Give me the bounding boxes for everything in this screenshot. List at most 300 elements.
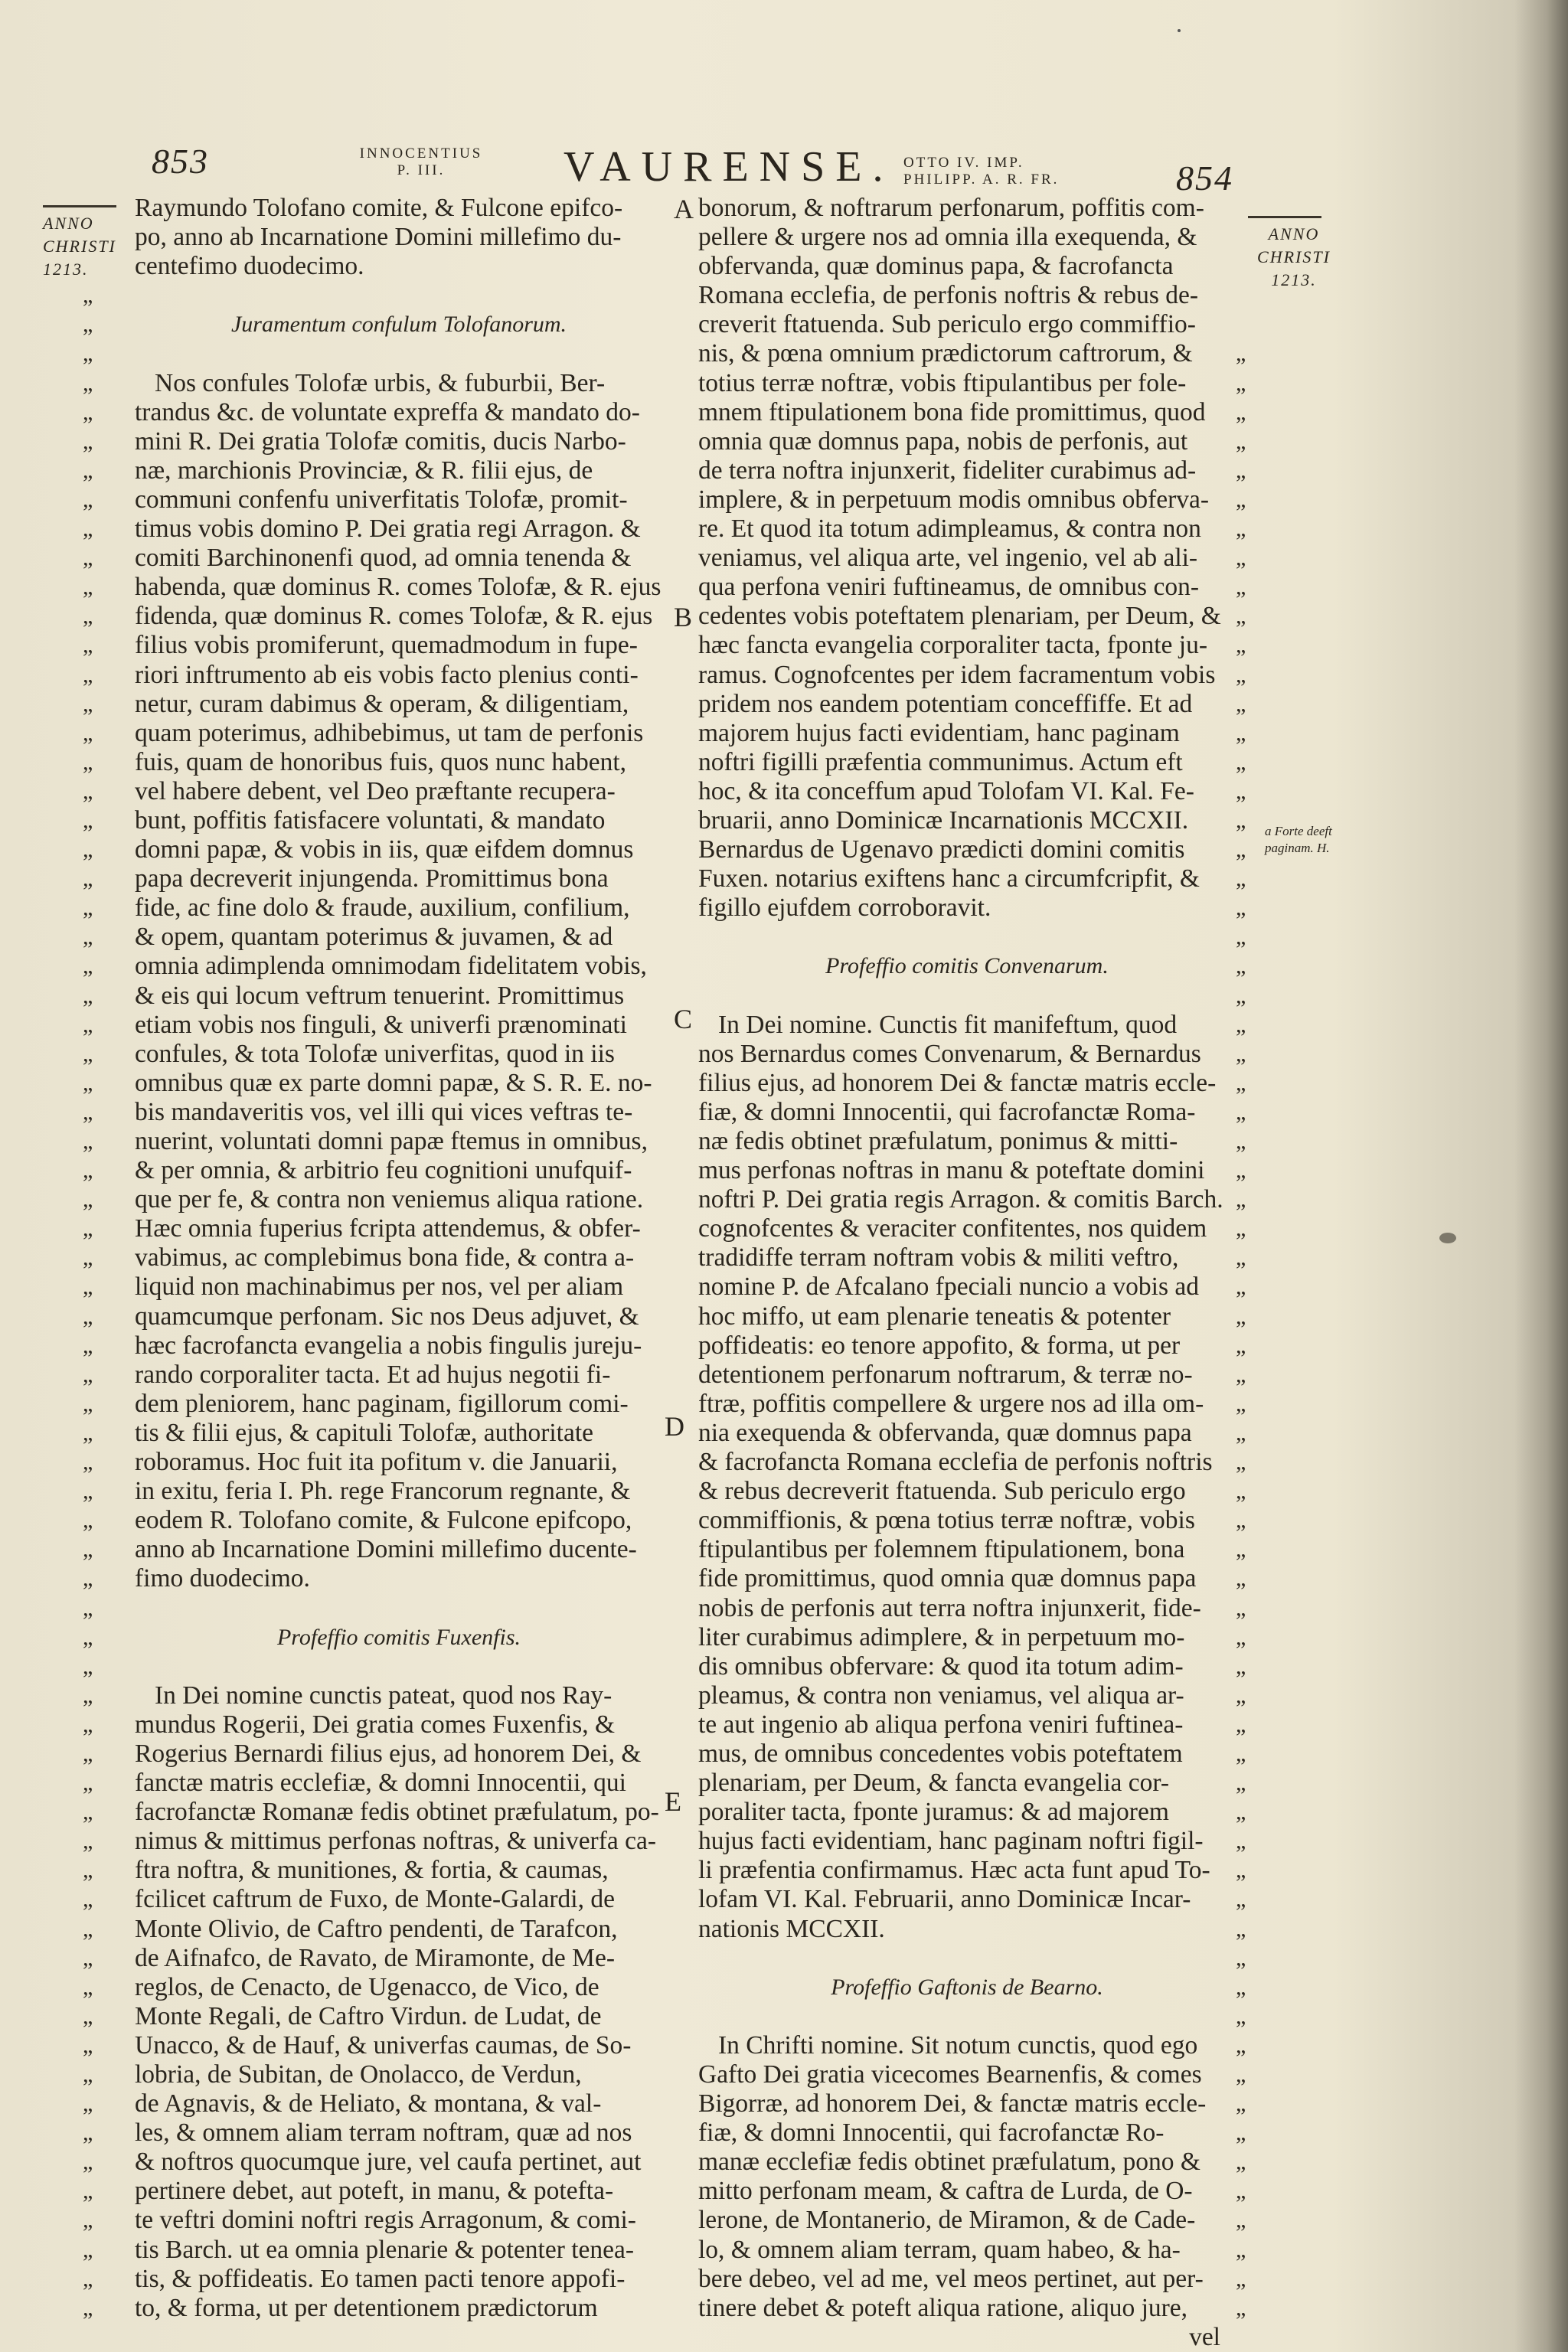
- quote-mark: „: [1236, 953, 1246, 979]
- text-line: In Chrifti nomine. Sit notum cunctis, quod ego: [718, 2030, 1198, 2060]
- text-line: cognofcentes & veraciter confitentes, nos quidem: [698, 1214, 1207, 1243]
- text-line: fiæ, & domni Innocentii, qui facrofanctæ Ro-: [698, 2118, 1165, 2148]
- quote-mark: „: [83, 1711, 93, 1737]
- margin-year-line: ANNO: [43, 214, 94, 233]
- text-line: hæc fancta evangelia corporaliter tacta, fponte ju-: [698, 631, 1208, 660]
- quote-mark: „: [1236, 924, 1246, 950]
- text-line: Unacco, & de Hauf, & univerfas caumas, de So-: [135, 2030, 632, 2060]
- quote-mark: „: [83, 1449, 93, 1475]
- quote-mark: „: [1236, 2207, 1246, 2233]
- quote-mark: „: [1236, 1011, 1246, 1037]
- text-line: & noftros quocumque jure, vel caufa pertinet, aut: [135, 2148, 642, 2177]
- quote-marks-left: [83, 194, 113, 2323]
- text-line: fcilicet caftrum de Fuxo, de Monte-Galardi, de: [135, 1885, 615, 1914]
- text-line: figillo ejufdem corroboravit.: [698, 893, 991, 923]
- quote-mark: „: [83, 1129, 93, 1154]
- text-line: fide, ac fine dolo & fraude, auxilium, confilium,: [135, 893, 630, 923]
- ink-smudge: [1439, 1233, 1456, 1243]
- quote-mark: [83, 194, 113, 223]
- quote-mark: „: [83, 341, 93, 367]
- quote-mark: „: [83, 2236, 93, 2262]
- quote-mark: „: [83, 428, 93, 454]
- quote-mark: „: [83, 516, 93, 542]
- section-heading: Profeffio comitis Fuxenfis.: [276, 1624, 521, 1650]
- quote-mark: „: [83, 545, 93, 571]
- quote-mark: „: [1236, 2149, 1246, 2175]
- quote-mark: „: [1236, 1187, 1246, 1213]
- text-line: pridem nos eandem potentiam conceffiffe. Et ad: [698, 689, 1193, 718]
- text-line: tinere debet & poteft aliqua ratione, aliquo jure,: [698, 2293, 1188, 2322]
- text-line: Romana ecclefia, de perfonis noftris & rebus de-: [698, 281, 1199, 310]
- quote-mark: „: [1236, 486, 1246, 512]
- quote-mark: „: [1236, 1070, 1246, 1096]
- quote-mark: „: [1236, 1040, 1246, 1067]
- quote-mark: „: [83, 982, 93, 1008]
- quote-mark: „: [1236, 1653, 1246, 1679]
- text-line: lerone, de Montanerio, de Miramon, & de Cade-: [698, 2206, 1196, 2235]
- quote-mark: [1236, 252, 1266, 281]
- quote-mark: „: [83, 2003, 93, 2029]
- quote-mark: „: [83, 1537, 93, 1563]
- quote-mark: „: [83, 1857, 93, 1883]
- quote-mark: „: [83, 574, 93, 600]
- text-line: creverit ftatuenda. Sub periculo ergo commiffio-: [698, 310, 1196, 339]
- quote-mark: „: [1236, 807, 1246, 833]
- quote-mark: „: [83, 1245, 93, 1271]
- quote-mark: „: [1236, 1129, 1246, 1154]
- quote-mark: „: [83, 457, 93, 483]
- text-line: nia exequenda & obfervanda, quæ domnus papa: [698, 1418, 1192, 1447]
- quote-mark: „: [1236, 778, 1246, 804]
- quote-mark: „: [1236, 1099, 1246, 1125]
- text-line: filius ejus, ad honorem Dei & fanctæ matris eccle-: [698, 1068, 1217, 1097]
- text-line: po, anno ab Incarnatione Domini millefimo du-: [135, 223, 622, 252]
- left-text-column: [135, 194, 663, 2323]
- text-line: cedentes vobis poteftatem plenariam, per Deum, &: [698, 602, 1221, 631]
- quote-mark: „: [83, 1070, 93, 1096]
- text-line: vabimus, ac complebimus bona fide, & contra a-: [135, 1243, 635, 1272]
- text-line: bunt, poffitis fatisfacere voluntati, & mandato: [135, 805, 606, 835]
- quote-mark: „: [1236, 1711, 1246, 1737]
- quote-mark: „: [83, 1216, 93, 1242]
- text-line: bis mandaveritis vos, vel illi qui vices veftras te-: [135, 1097, 633, 1126]
- text-line: In Dei nomine. Cunctis fit manifeftum, quod: [718, 1010, 1178, 1039]
- quote-mark: „: [1236, 1770, 1246, 1796]
- text-line: Bigorræ, ad honorem Dei, & fanctæ matris eccle-: [698, 2089, 1207, 2118]
- text-line: hoc, & ita conceffum apud Tolofam VI. Kal. Fe-: [698, 776, 1194, 805]
- quote-mark: „: [1236, 2003, 1246, 2029]
- text-line: majorem hujus facti evidentiam, hanc paginam: [698, 718, 1180, 747]
- quote-mark: „: [1236, 2032, 1246, 2058]
- text-line: les, & omnem aliam terram noftram, quæ ad nos: [135, 2118, 632, 2148]
- text-line: mundus Rogerii, Dei gratia comes Fuxenfis, &: [135, 1710, 616, 1739]
- quote-mark: „: [83, 807, 93, 833]
- quote-mark: „: [1236, 691, 1246, 717]
- quote-mark: „: [1236, 895, 1246, 921]
- text-line: nis, & pœna omnium prædictorum caftrorum, &: [698, 339, 1193, 368]
- quote-mark: [1236, 281, 1266, 310]
- quote-mark: „: [83, 399, 93, 425]
- quote-mark: „: [1236, 749, 1246, 775]
- text-line: riori inftrumento ab eis vobis facto plenius conti-: [135, 660, 639, 689]
- quote-mark: „: [1236, 457, 1246, 483]
- quote-mark: „: [83, 1770, 93, 1796]
- section-heading: Juramentum confulum Tolofanorum.: [230, 312, 567, 338]
- quote-mark: „: [83, 720, 93, 746]
- text-line: quamcumque perfonam. Sic nos Deus adjuvet, &: [135, 1302, 639, 1331]
- quote-mark: „: [83, 691, 93, 717]
- text-line: liquid non machinabimus per nos, vel per aliam: [135, 1272, 624, 1302]
- quote-mark: „: [1236, 428, 1246, 454]
- text-line: trandus &c. de voluntate expreffa & mandato do-: [135, 397, 640, 426]
- quote-mark: „: [1236, 370, 1246, 396]
- quote-mark: „: [1236, 1828, 1246, 1854]
- text-line: Fuxen. notarius exiftens hanc a circumfcripfit, &: [698, 864, 1200, 893]
- quote-mark: „: [83, 662, 93, 688]
- text-line: pleamus, & contra non veniamus, vel aliqua ar-: [698, 1681, 1184, 1710]
- text-line: lo, & omnem aliam terram, quam habeo, & ha-: [698, 2235, 1181, 2264]
- quote-mark: „: [83, 1274, 93, 1300]
- quote-mark: „: [83, 1361, 93, 1387]
- quote-mark: [83, 252, 113, 281]
- text-line: nomine P. de Afcalano fpeciali nuncio a vobis ad: [698, 1272, 1200, 1302]
- left-page-number: 853: [152, 142, 209, 181]
- quote-mark: „: [1236, 1566, 1246, 1592]
- text-line: hæc facrofancta evangelia a nobis fingulis jureju-: [135, 1331, 642, 1360]
- text-line: ftræ, poffitis compellere & urgere nos ad illa om-: [698, 1389, 1204, 1418]
- text-line: li præfentia confirmamus. Hæc acta funt apud To-: [698, 1856, 1210, 1885]
- quote-mark: „: [1236, 1916, 1246, 1942]
- quote-mark: „: [1236, 2120, 1246, 2146]
- text-line: commiffionis, & pœna totius terræ noftræ, vobis: [698, 1506, 1195, 1535]
- quote-mark: „: [83, 953, 93, 979]
- quote-mark: „: [83, 1828, 93, 1854]
- section-letter-b: B: [674, 602, 693, 632]
- quote-mark: „: [83, 1799, 93, 1825]
- text-line: Hæc omnia fuperius fcripta attendemus, & obfer-: [135, 1214, 641, 1243]
- text-line: manæ ecclefiæ fedis obtinet præfulatum, pono &: [698, 2148, 1200, 2177]
- quote-mark: „: [1236, 1799, 1246, 1825]
- quote-mark: „: [83, 1653, 93, 1679]
- quote-mark: „: [83, 632, 93, 658]
- quote-mark: „: [1236, 866, 1246, 892]
- quote-mark: „: [1236, 1537, 1246, 1563]
- text-line: Bernardus de Ugenavo prædicti domini comitis: [698, 835, 1185, 864]
- quote-mark: „: [1236, 1478, 1246, 1504]
- quote-mark: „: [1236, 2265, 1246, 2292]
- quote-mark: „: [1236, 516, 1246, 542]
- text-line: poraliter tacta, fponte juramus: & ad majorem: [698, 1798, 1169, 1827]
- text-line: omnibus quæ ex parte domni papæ, & S. R. E. no-: [135, 1068, 652, 1097]
- quote-mark: „: [1236, 720, 1246, 746]
- text-line: [135, 339, 663, 368]
- quote-mark: „: [83, 924, 93, 950]
- text-line: filius vobis promiferunt, quemadmodum in fupe-: [135, 631, 638, 660]
- quote-mark: „: [1236, 632, 1246, 658]
- text-line: roboramus. Hoc fuit ita pofitum v. die Januarii,: [135, 1448, 618, 1477]
- text-line: papa decreverit injungenda. Promittimus bona: [135, 864, 609, 893]
- text-line: ftipulantibus per folemnem ftipulationem, bona: [698, 1535, 1185, 1564]
- quote-mark: „: [83, 486, 93, 512]
- text-line: vel habere debent, vel Deo præftante recupera-: [135, 776, 616, 805]
- quote-mark: „: [83, 370, 93, 396]
- quote-mark: „: [1236, 574, 1246, 600]
- left-running-head: [337, 145, 505, 179]
- text-line: Rogerius Bernardi filius ejus, ad honorem Dei, &: [135, 1739, 642, 1768]
- text-line: nationis MCCXII.: [698, 1914, 885, 1943]
- text-line: [698, 2002, 1236, 2031]
- text-line: mus perfonas noftras in manu & poteftate domini: [698, 1156, 1205, 1185]
- right-page-number: 854: [1176, 158, 1233, 198]
- text-line: & eis qui locum veftrum tenuerint. Promittimus: [135, 981, 625, 1010]
- text-line: obfervanda, quæ dominus papa, & facrofancta: [698, 252, 1174, 281]
- section-heading: Profeffio Gaftonis de Bearno.: [831, 1974, 1103, 2000]
- quote-mark: „: [1236, 1682, 1246, 1708]
- quote-mark: „: [83, 2091, 93, 2117]
- quote-mark: „: [83, 1508, 93, 1534]
- quote-mark: „: [83, 1419, 93, 1446]
- text-line: bonorum, & noftrarum perfonarum, poffitis com-: [698, 194, 1204, 222]
- text-line: lobria, de Subitan, de Onolacco, de Verdun,: [135, 2060, 582, 2089]
- text-line: næ fedis obtinet præfulatum, ponimus & mitti-: [698, 1127, 1178, 1155]
- text-line: totius terræ noftræ, vobis ftipulantibus per fole-: [698, 368, 1187, 397]
- text-line: & per omnia, & arbitrio feu cognitioni unufquif-: [135, 1156, 632, 1185]
- quote-mark: „: [83, 1682, 93, 1708]
- text-line: etiam vobis nos finguli, & univerfi prænominati: [135, 1010, 627, 1039]
- quote-mark: „: [83, 1478, 93, 1504]
- text-line: fanctæ matris ecclefiæ, & domni Innocentii, qui: [135, 1769, 626, 1798]
- quote-mark: „: [1236, 982, 1246, 1008]
- running-head-line: INNOCENTIUS: [359, 145, 483, 162]
- text-line: lofam VI. Kal. Februarii, anno Dominicæ Incar-: [698, 1885, 1191, 1914]
- text-line: de Aifnafco, de Ravato, de Miramonte, de Me-: [135, 1943, 615, 1972]
- text-line: noftri figilli præfentia communimus. Actum eft: [698, 747, 1183, 776]
- text-line: timus vobis domino P. Dei gratia regi Arragon. &: [135, 514, 641, 544]
- text-line: communi confenfu univerfitatis Tolofæ, promit-: [135, 485, 628, 514]
- quote-mark: „: [83, 2178, 93, 2204]
- quote-mark: „: [83, 2120, 93, 2146]
- quote-mark: „: [83, 1886, 93, 1913]
- ink-speck: [1178, 29, 1181, 32]
- text-line: quam poterimus, adhibebimus, ut tam de perfonis: [135, 718, 644, 747]
- text-line: nos Bernardus comes Convenarum, & Bernardus: [698, 1039, 1201, 1068]
- text-line: fide promittimus, quod omnia quæ domnus papa: [698, 1564, 1197, 1593]
- section-letter-a: A: [674, 194, 694, 224]
- text-line: plenariam, per Deum, & fancta evangelia cor-: [698, 1769, 1170, 1798]
- text-line: dem pleniorem, hanc paginam, figillorum comi-: [135, 1389, 629, 1418]
- quote-mark: [1236, 194, 1266, 223]
- text-line: dis omnibus obfervare: & quod ita totum adim-: [698, 1651, 1184, 1681]
- quote-mark: „: [1236, 2236, 1246, 2262]
- running-head-line: PHILIPP. A. R. FR.: [903, 172, 1060, 188]
- quote-mark: „: [83, 1011, 93, 1037]
- quote-mark: „: [83, 1916, 93, 1942]
- text-line: Gafto Dei gratia vicecomes Bearnenfis, & comes: [698, 2060, 1202, 2089]
- quote-mark: „: [1236, 1274, 1246, 1300]
- text-line: de Agnavis, & de Heliato, & montana, & val-: [135, 2089, 602, 2118]
- text-line: detentionem perfonarum noftrarum, & terræ no-: [698, 1360, 1193, 1389]
- text-line: noftri P. Dei gratia regis Arragon. & comitis Barch.: [698, 1185, 1223, 1214]
- quote-mark: „: [83, 1974, 93, 2000]
- quote-mark: „: [83, 1595, 93, 1621]
- quote-mark: „: [1236, 341, 1246, 367]
- text-line: Raymundo Tolofano comite, & Fulcone epifco-: [135, 194, 623, 222]
- text-line: fidenda, quæ dominus R. comes Tolofæ, & R. ejus: [135, 602, 653, 631]
- text-line: nuerint, voluntati domni papæ ftemus in omnibus,: [135, 1127, 648, 1155]
- quote-mark: „: [83, 1945, 93, 1971]
- text-line: Monte Regali, de Caftro Virdun. de Ludat, de: [135, 2001, 602, 2030]
- text-line: de terra noftra injunxerit, fideliter curabimus ad-: [698, 456, 1197, 485]
- text-line: eodem R. Tolofano comite, & Fulcone epifcopo,: [135, 1506, 632, 1535]
- text-line: omnia adimplenda omnimodam fidelitatem vobis,: [135, 952, 647, 981]
- text-line: tis & filii ejus, & capituli Tolofæ, authoritate: [135, 1418, 594, 1447]
- quote-mark: „: [1236, 662, 1246, 688]
- quote-mark: „: [83, 1332, 93, 1358]
- quote-mark: „: [1236, 1857, 1246, 1883]
- text-line: poffideatis: eo tenore appofito, & forma, ut per: [698, 1331, 1181, 1360]
- quote-mark: [1236, 223, 1266, 252]
- quote-mark: [83, 223, 113, 252]
- text-line: vel: [1189, 2322, 1220, 2351]
- text-line: mitto perfonam meam, & caftra de Lurda, de O-: [698, 2177, 1193, 2206]
- quote-mark: „: [83, 866, 93, 892]
- text-line: domni papæ, & vobis in iis, quæ eifdem domnus: [135, 835, 634, 864]
- text-line: rando corporaliter tacta. Et ad hujus negotii fi-: [135, 1360, 611, 1389]
- text-line: te veftri domini noftri regis Arragonum, & comi-: [135, 2206, 636, 2235]
- section-letter-d: D: [665, 1411, 684, 1442]
- running-head-line: OTTO IV. IMP.: [903, 155, 1024, 171]
- side-note: a Forte deeft paginam. H.: [1265, 824, 1332, 855]
- quote-mark: „: [1236, 1945, 1246, 1971]
- text-line: [135, 1594, 663, 1623]
- quote-mark: „: [1236, 545, 1246, 571]
- text-line: Nos confules Tolofæ urbis, & fuburbii, Ber-: [155, 368, 606, 397]
- quote-mark: „: [1236, 1449, 1246, 1475]
- quote-mark: „: [1236, 1390, 1246, 1416]
- quote-mark: „: [83, 312, 93, 338]
- text-line: fuis, quam de honoribus fuis, quos nunc habent,: [135, 747, 626, 776]
- quote-mark: „: [83, 1390, 93, 1416]
- text-line: & opem, quantam poterimus & juvamen, & ad: [135, 923, 613, 952]
- text-line: bere debeo, vel ad me, vel meos pertinet, aut per-: [698, 2264, 1204, 2293]
- text-line: tis Barch. ut ea omnia plenarie & potenter tenea-: [135, 2235, 635, 2264]
- text-line: [698, 982, 1236, 1011]
- quote-mark: „: [83, 1040, 93, 1067]
- text-line: ramus. Cognofcentes per idem facramentum vobis: [698, 660, 1216, 689]
- text-line: & rebus decreverit ftatuenda. Sub periculo ergo: [698, 1477, 1186, 1506]
- text-line: veniamus, vel aliqua arte, vel ingenio, vel ab ali-: [698, 544, 1198, 573]
- quote-mark: „: [1236, 2295, 1246, 2321]
- text-line: & facrofancta Romana ecclefia de perfonis noftris: [698, 1448, 1213, 1477]
- text-line: mnem ftipulationem bona fide promittimus, quod: [698, 397, 1206, 426]
- text-line: re. Et quod ita totum adimpleamus, & contra non: [698, 514, 1201, 544]
- quote-mark: „: [1236, 1361, 1246, 1387]
- text-line: liter curabimus adimplere, & in perpetuum mo-: [698, 1622, 1185, 1651]
- margin-year-line: CHRISTI: [1257, 247, 1331, 266]
- quote-mark: „: [1236, 2178, 1246, 2204]
- quote-mark: „: [83, 778, 93, 804]
- quote-mark: „: [83, 603, 93, 629]
- text-line: ftra noftra, & munitiones, & fortia, & caumas,: [135, 1856, 609, 1885]
- quote-mark: „: [1236, 1508, 1246, 1534]
- quote-mark: „: [1236, 1245, 1246, 1271]
- text-line: confules, & tota Tolofæ univerfitas, quod in iis: [135, 1039, 615, 1068]
- margin-year-line: 1213.: [43, 260, 89, 279]
- text-line: comiti Barchinonenfi quod, ad omnia tenenda &: [135, 544, 632, 573]
- running-header: [0, 115, 1568, 198]
- page-edge-shadow: [1514, 0, 1568, 2352]
- text-line: [698, 923, 1236, 952]
- text-line: pertinere debet, aut poteft, in manu, & potefta-: [135, 2177, 614, 2206]
- text-line: pellere & urgere nos ad omnia illa exequenda, &: [698, 223, 1197, 252]
- text-line: Monte Olivio, de Caftro pendenti, de Tarafcon,: [135, 1914, 618, 1943]
- quote-mark: „: [83, 1099, 93, 1125]
- text-line: nimus & mittimus perfonas noftras, & univerfa ca-: [135, 1827, 657, 1856]
- quote-mark: „: [83, 2062, 93, 2087]
- text-line: nobis de perfonis aut terra noftra injunxerit, fide-: [698, 1593, 1201, 1622]
- quote-mark: „: [1236, 837, 1246, 863]
- margin-year-line: CHRISTI: [43, 237, 116, 256]
- text-line: mini R. Dei gratia Tolofæ comitis, ducis Narbo-: [135, 426, 626, 456]
- quote-marks-right: [1236, 194, 1266, 2352]
- text-line: netur, curam dabimus & operam, & diligentiam,: [135, 689, 629, 718]
- quote-mark: „: [83, 1624, 93, 1650]
- quote-mark: „: [1236, 1740, 1246, 1766]
- quote-mark: „: [83, 283, 93, 309]
- page-title: VAURENSE.: [564, 143, 894, 191]
- section-letter-c: C: [674, 1004, 693, 1034]
- right-running-head: [903, 155, 1102, 188]
- text-line: In Dei nomine cunctis pateat, quod nos Ray-: [155, 1681, 612, 1710]
- quote-mark: „: [83, 2149, 93, 2175]
- quote-mark: „: [83, 1187, 93, 1213]
- text-line: tradidiffe terram noftram vobis & militi veftro,: [698, 1243, 1179, 1272]
- quote-mark: „: [1236, 1303, 1246, 1329]
- text-line: mus, de omnibus concedentes vobis poteftatem: [698, 1739, 1183, 1768]
- text-line: [135, 1652, 663, 1681]
- text-line: to, & forma, ut per detentionem prædictorum: [135, 2293, 598, 2322]
- quote-mark: „: [83, 895, 93, 921]
- text-line: fiæ, & domni Innocentii, qui facrofanctæ Roma-: [698, 1097, 1196, 1126]
- quote-mark: „: [83, 1303, 93, 1329]
- quote-mark: „: [83, 2207, 93, 2233]
- quote-mark: „: [1236, 2062, 1246, 2087]
- quote-mark: „: [1236, 1595, 1246, 1621]
- text-line: qua perfona veniri fuftineamus, de omnibus con-: [698, 573, 1199, 602]
- quote-mark: „: [83, 2265, 93, 2292]
- quote-mark: „: [83, 1158, 93, 1184]
- section-heading: Profeffio comitis Convenarum.: [825, 953, 1109, 979]
- text-line: fimo duodecimo.: [135, 1564, 310, 1593]
- quote-mark: „: [83, 2295, 93, 2321]
- quote-mark: [1236, 310, 1266, 339]
- running-head-line: P. III.: [397, 162, 446, 178]
- text-line: que per fe, & contra non veniemus aliqua ratione.: [135, 1185, 644, 1214]
- quote-mark: „: [83, 837, 93, 863]
- quote-mark: „: [83, 749, 93, 775]
- text-line: næ, marchionis Provinciæ, & R. filii ejus, de: [135, 456, 593, 485]
- text-line: [135, 281, 663, 310]
- text-line: centefimo duodecimo.: [135, 252, 364, 281]
- text-line: reglos, de Cenacto, de Ugenacco, de Vico, de: [135, 1972, 599, 2001]
- text-line: anno ab Incarnatione Domini millefimo ducente-: [135, 1535, 637, 1564]
- text-line: te aut ingenio ab aliqua perfona veniri fuftinea-: [698, 1710, 1184, 1739]
- quote-mark: „: [83, 1740, 93, 1766]
- quote-mark: „: [83, 2032, 93, 2058]
- quote-mark: „: [1236, 2091, 1246, 2117]
- quote-mark: „: [1236, 1158, 1246, 1184]
- quote-mark: „: [1236, 1974, 1246, 2000]
